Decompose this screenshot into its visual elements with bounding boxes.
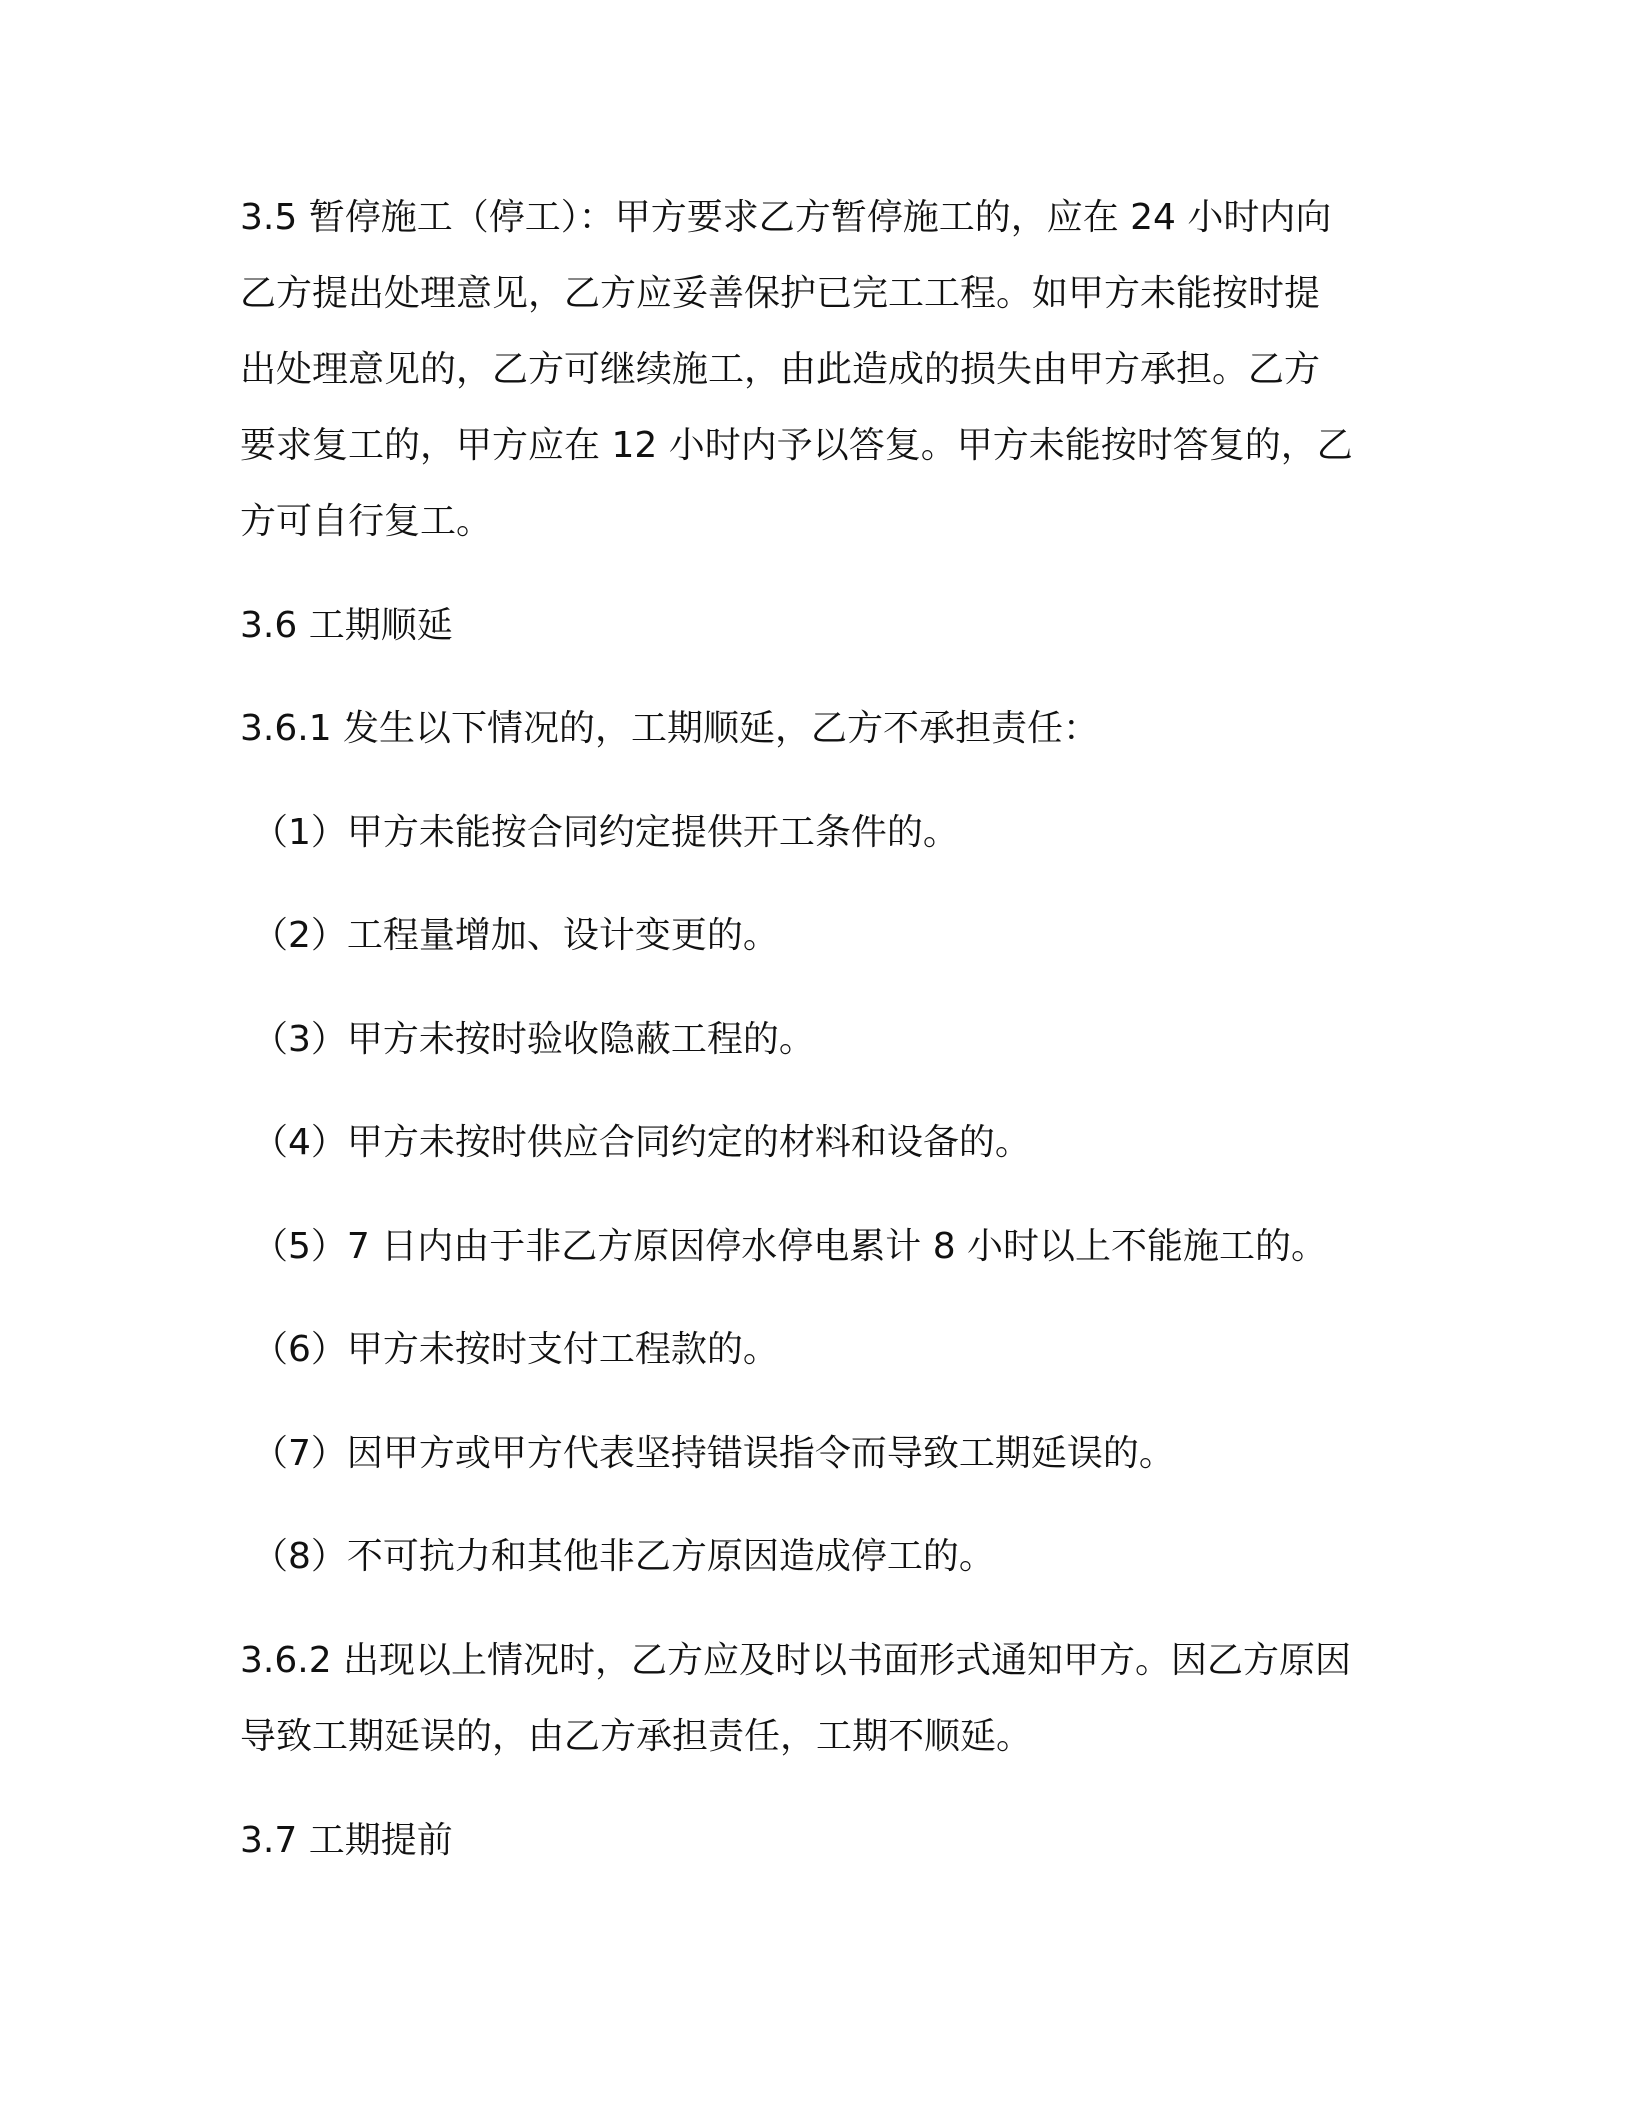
list-item-6: （6）甲方未按时支付工程款的。 [252, 1329, 779, 1370]
list-item-5: （5）7 日内由于非乙方原因停水停电累计 8 小时以上不能施工的。 [252, 1226, 1328, 1267]
paragraph-3-5-line-5: 方可自行复工。 [240, 501, 493, 542]
list-item-1: （1）甲方未能按合同约定提供开工条件的。 [252, 812, 959, 853]
list-item-8: （8）不可抗力和其他非乙方原因造成停工的。 [252, 1536, 995, 1577]
paragraph-3-5-line-3: 出处理意见的，乙方可继续施工，由此造成的损失由甲方承担。乙方 [240, 349, 1321, 390]
list-item-2: （2）工程量增加、设计变更的。 [252, 915, 779, 956]
list-item-7: （7）因甲方或甲方代表坚持错误指令而导致工期延误的。 [252, 1433, 1175, 1474]
list-item-4: （4）甲方未按时供应合同约定的材料和设备的。 [252, 1122, 1031, 1163]
paragraph-3-5-line-1: 3.5 暂停施工（停工）：甲方要求乙方暂停施工的，应在 24 小时内向 [240, 197, 1332, 238]
paragraph-3-5-line-2: 乙方提出处理意见，乙方应妥善保护已完工工程。如甲方未能按时提 [240, 273, 1321, 314]
heading-3-7: 3.7 工期提前 [240, 1820, 453, 1861]
clause-3-6-1: 3.6.1 发生以下情况的，工期顺延，乙方不承担责任： [240, 708, 1100, 749]
list-item-3: （3）甲方未按时验收隐蔽工程的。 [252, 1019, 815, 1060]
heading-3-6: 3.6 工期顺延 [240, 605, 453, 646]
clause-3-6-2-line-2: 导致工期延误的，由乙方承担责任，工期不顺延。 [240, 1716, 1033, 1757]
clause-3-6-2-line-1: 3.6.2 出现以上情况时，乙方应及时以书面形式通知甲方。因乙方原因 [240, 1640, 1352, 1681]
paragraph-3-5-line-4: 要求复工的，甲方应在 12 小时内予以答复。甲方未能按时答复的，乙 [240, 425, 1353, 466]
